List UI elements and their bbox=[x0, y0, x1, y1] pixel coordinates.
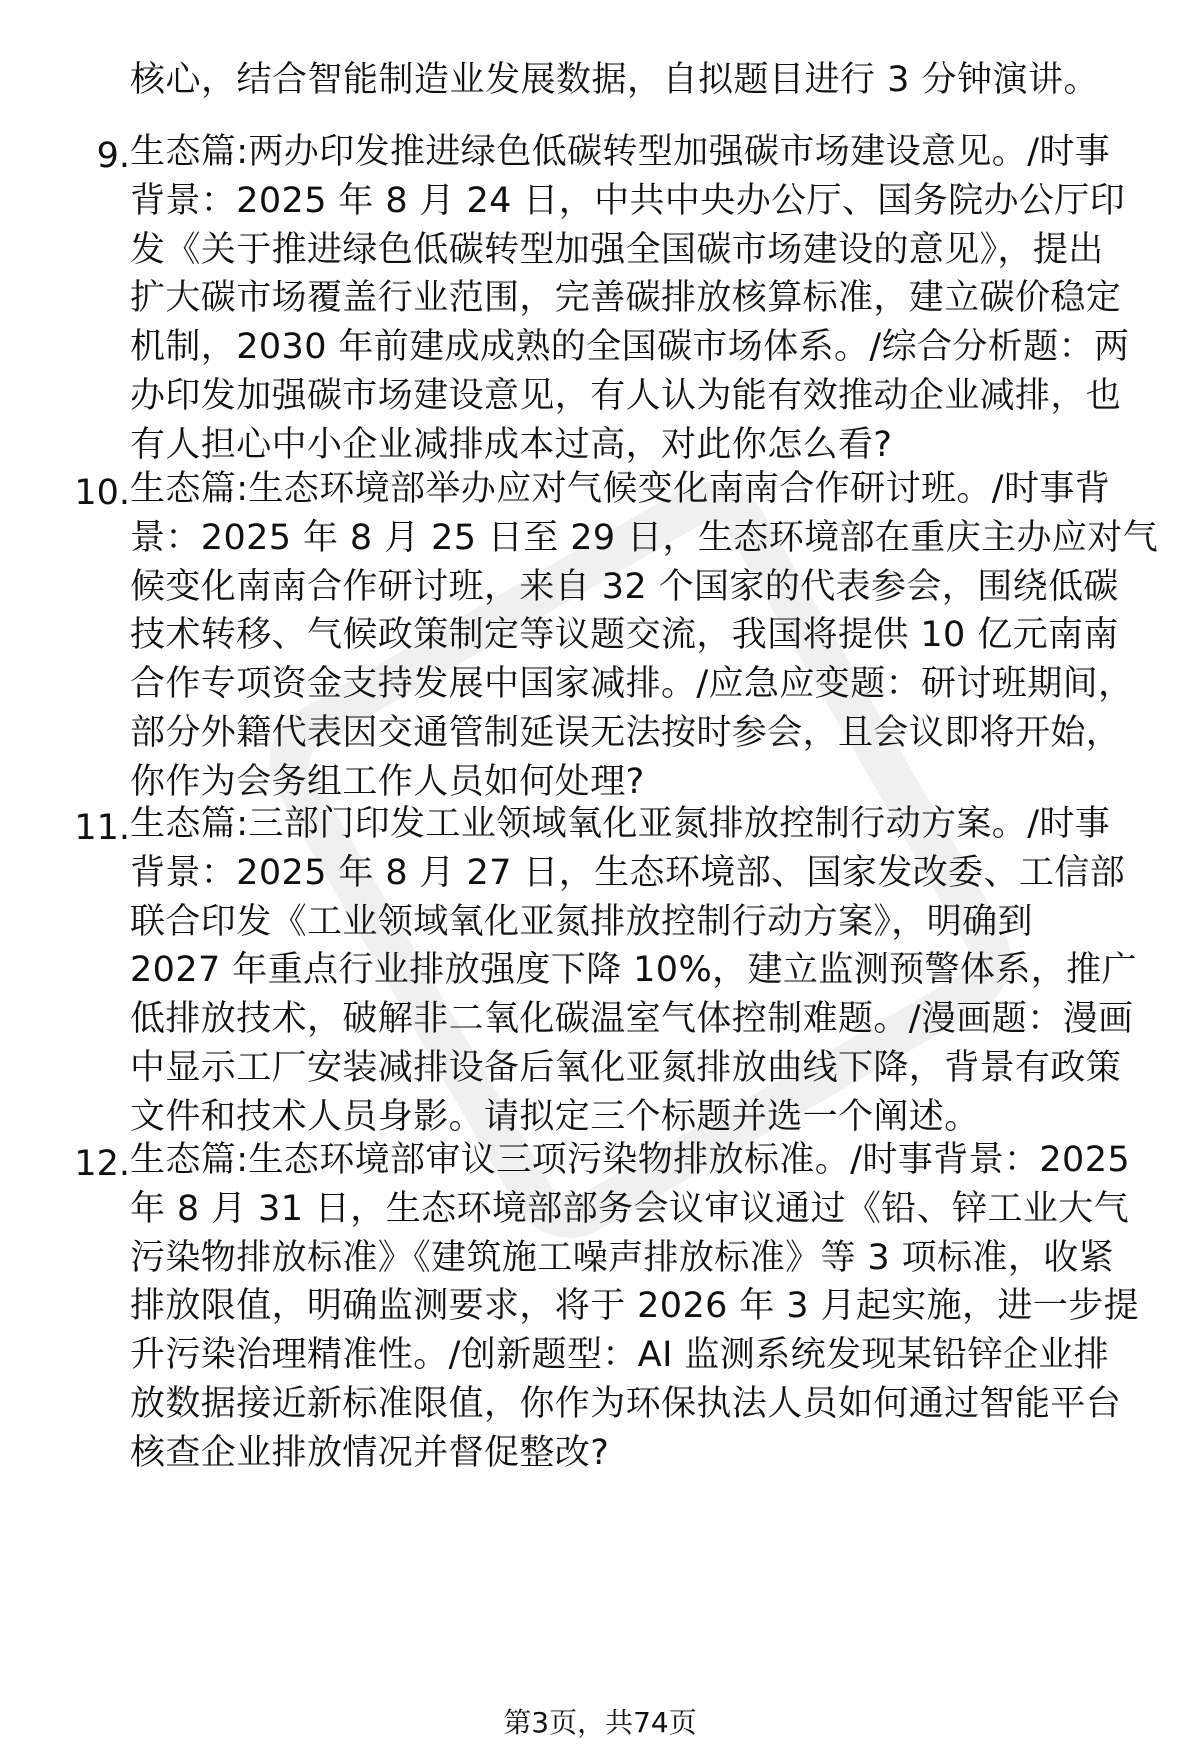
text-line: 候变化南南合作研讨班，来自 32 个国家的代表参会，围绕低碳 bbox=[130, 566, 1119, 607]
text-line: 中显示工厂安装减排设备后氧化亚氮排放曲线下降，背景有政策 bbox=[130, 1047, 1122, 1088]
text-line: 背景：2025 年 8 月 27 日，生态环境部、国家发改委、工信部 bbox=[130, 852, 1126, 893]
item-number: 9. bbox=[96, 136, 130, 176]
text-line: 生态篇:两办印发推进绿色低碳转型加强碳市场建设意见。/时事 bbox=[130, 132, 1111, 172]
text-line: 合作专项资金支持发展中国家减排。/应急应变题：研讨班期间， bbox=[130, 664, 1134, 705]
item-text bbox=[130, 128, 1190, 470]
text-line: 年 8 月 31 日，生态环境部部务会议审议通过《铅、锌工业大气 bbox=[130, 1188, 1130, 1229]
item-number: 11. bbox=[74, 808, 130, 848]
item-number: 12. bbox=[74, 1144, 130, 1184]
lead-paragraph-line: 核心，结合智能制造业发展数据，自拟题目进行 3 分钟演讲。 bbox=[130, 60, 1100, 100]
text-line: 放数据接近新标准限值，你作为环保执法人员如何通过智能平台 bbox=[130, 1383, 1122, 1424]
text-line: 扩大碳市场覆盖行业范围，完善碳排放核算标准，建立碳价稳定 bbox=[130, 278, 1122, 319]
text-line: 背景：2025 年 8 月 24 日，中共中央办公厅、国务院办公厅印 bbox=[130, 180, 1126, 221]
text-line: 核查企业排放情况并督促整改? bbox=[130, 1432, 610, 1473]
text-line: 发《关于推进绿色低碳转型加强全国碳市场建设的意见》，提出 bbox=[130, 229, 1104, 270]
text-line: 技术转移、气候政策制定等议题交流，我国将提供 10 亿元南南 bbox=[130, 615, 1119, 656]
text-line: 联合印发《工业领域氧化亚氮排放控制行动方案》，明确到 bbox=[130, 901, 1033, 942]
text-line: 文件和技术人员身影。请拟定三个标题并选一个阐述。 bbox=[130, 1096, 980, 1137]
item-text bbox=[130, 465, 1190, 807]
text-line: 部分外籍代表因交通管制延误无法按时参会，且会议即将开始， bbox=[130, 712, 1122, 753]
page-footer: 第3页，共74页 bbox=[503, 1706, 697, 1739]
text-line: 排放限值，明确监测要求，将于 2026 年 3 月起实施，进一步提 bbox=[130, 1286, 1140, 1327]
text-line: 污染物排放标准》《建筑施工噪声排放标准》等 3 项标准，收紧 bbox=[130, 1237, 1115, 1278]
item-number: 10. bbox=[74, 473, 130, 513]
item-text bbox=[130, 800, 1190, 1142]
item-text bbox=[130, 1136, 1190, 1478]
text-line: 景：2025 年 8 月 25 日至 29 日，生态环境部在重庆主办应对气 bbox=[130, 517, 1159, 558]
text-line: 生态篇:生态环境部审议三项污染物排放标准。/时事背景：2025 bbox=[130, 1140, 1131, 1180]
text-line: 生态篇:生态环境部举办应对气候变化南南合作研讨班。/时事背 bbox=[130, 469, 1111, 509]
text-line: 机制，2030 年前建成成熟的全国碳市场体系。/综合分析题：两 bbox=[130, 327, 1130, 368]
text-line: 你作为会务组工作人员如何处理? bbox=[130, 761, 645, 802]
text-line: 升污染治理精准性。/创新题型：AI 监测系统发现某铅锌企业排 bbox=[130, 1335, 1110, 1376]
text-line: 办印发加强碳市场建设意见，有人认为能有效推动企业减排，也 bbox=[130, 375, 1122, 416]
text-line: 2027 年重点行业排放强度下降 10%，建立监测预警体系，推广 bbox=[130, 950, 1137, 991]
text-line: 低排放技术，破解非二氧化碳温室气体控制难题。/漫画题：漫画 bbox=[130, 999, 1134, 1040]
text-line: 生态篇:三部门印发工业领域氧化亚氮排放控制行动方案。/时事 bbox=[130, 804, 1111, 844]
text-line: 有人担心中小企业减排成本过高，对此你怎么看? bbox=[130, 424, 893, 465]
